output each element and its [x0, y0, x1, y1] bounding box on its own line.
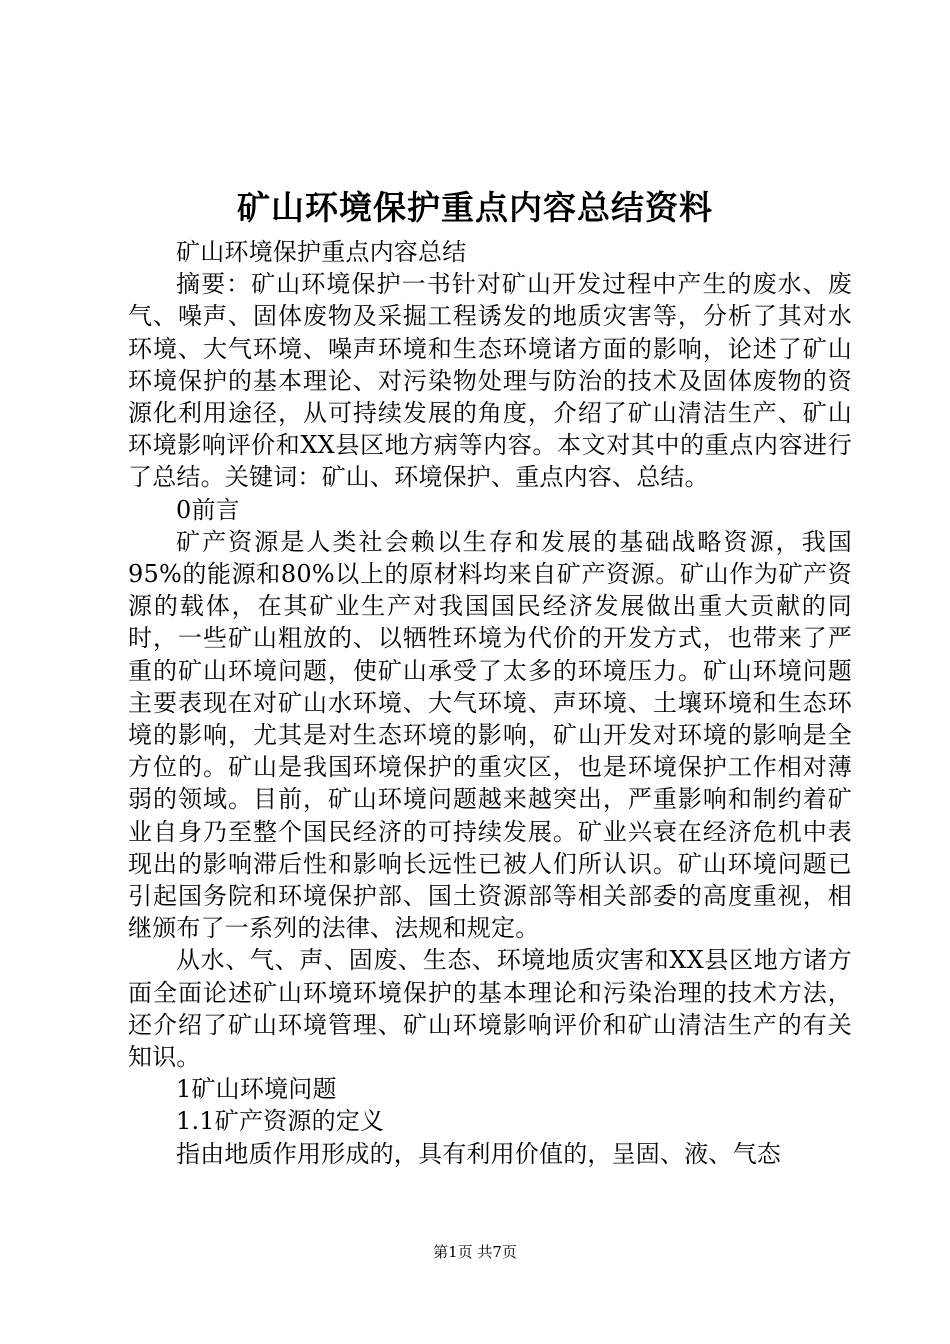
- section-heading-1: 1矿山环境问题: [176, 1075, 337, 1104]
- document-body: [128, 236, 852, 1170]
- section-heading-1-1: 1.1矿产资源的定义: [176, 1107, 385, 1136]
- abstract-paragraph: 摘要：矿山环境保护一书针对矿山开发过程中产生的废水、废气、噪声、固体废物及采掘工程诱发的地质灾害等，分析了其对水环境、大气环境、噪声环境和生态环境诸方面的影响，论述了矿山环境保护的基本理论、对污染物处理与防治的技术及固体废物的资源化利用途径，从可持续发展的角度，介绍了矿山清洁生产、矿山环境影响评价和XX县区地方病等内容。本文对其中的重点内容进行了总结。关键词：矿山、环境保护、重点内容、总结。: [128, 270, 852, 492]
- section-heading-preface: 0前言: [176, 495, 240, 524]
- page-footer: 第1页 共7页: [433, 1243, 517, 1261]
- document-title: 矿山环境保护重点内容总结资料: [237, 188, 713, 227]
- body-paragraph: 指由地质作用形成的，具有利用价值的，呈固、液、气态: [176, 1139, 781, 1168]
- subtitle-paragraph: 矿山环境保护重点内容总结: [176, 238, 467, 266]
- body-paragraph: 从水、气、声、固废、生态、环境地质灾害和XX县区地方诸方面全面论述矿山环境环境保护的基本理论和污染治理的技术方法，还介绍了矿山环境管理、矿山环境影响评价和矿山清洁生产的有关知识。: [128, 946, 852, 1072]
- body-paragraph: 矿产资源是人类社会赖以生存和发展的基础战略资源，我国95%的能源和80%以上的原材料均来自矿产资源。矿山作为矿产资源的载体，在其矿业生产对我国国民经济发展做出重大贡献的同时，一些矿山粗放的、以牺牲环境为代价的开发方式，也带来了严重的矿山环境问题，使矿山承受了太多的环境压力。矿山环境问题主要表现在对矿山水环境、大气环境、声环境、土壤环境和生态环境的影响，尤其是对生态环境的影响，矿山开发对环境的影响是全方位的。矿山是我国环境保护的重灾区，也是环境保护工作相对薄弱的领域。目前，矿山环境问题越来越突出，严重影响和制约着矿业自身乃至整个国民经济的可持续发展。矿业兴衰在经济危机中表现出的影响滞后性和影响长远性已被人们所认识。矿山环境问题已引起国务院和环境保护部、国土资源部等相关部委的高度重视，相继颁布了一系列的法律、法规和规定。: [128, 527, 852, 943]
